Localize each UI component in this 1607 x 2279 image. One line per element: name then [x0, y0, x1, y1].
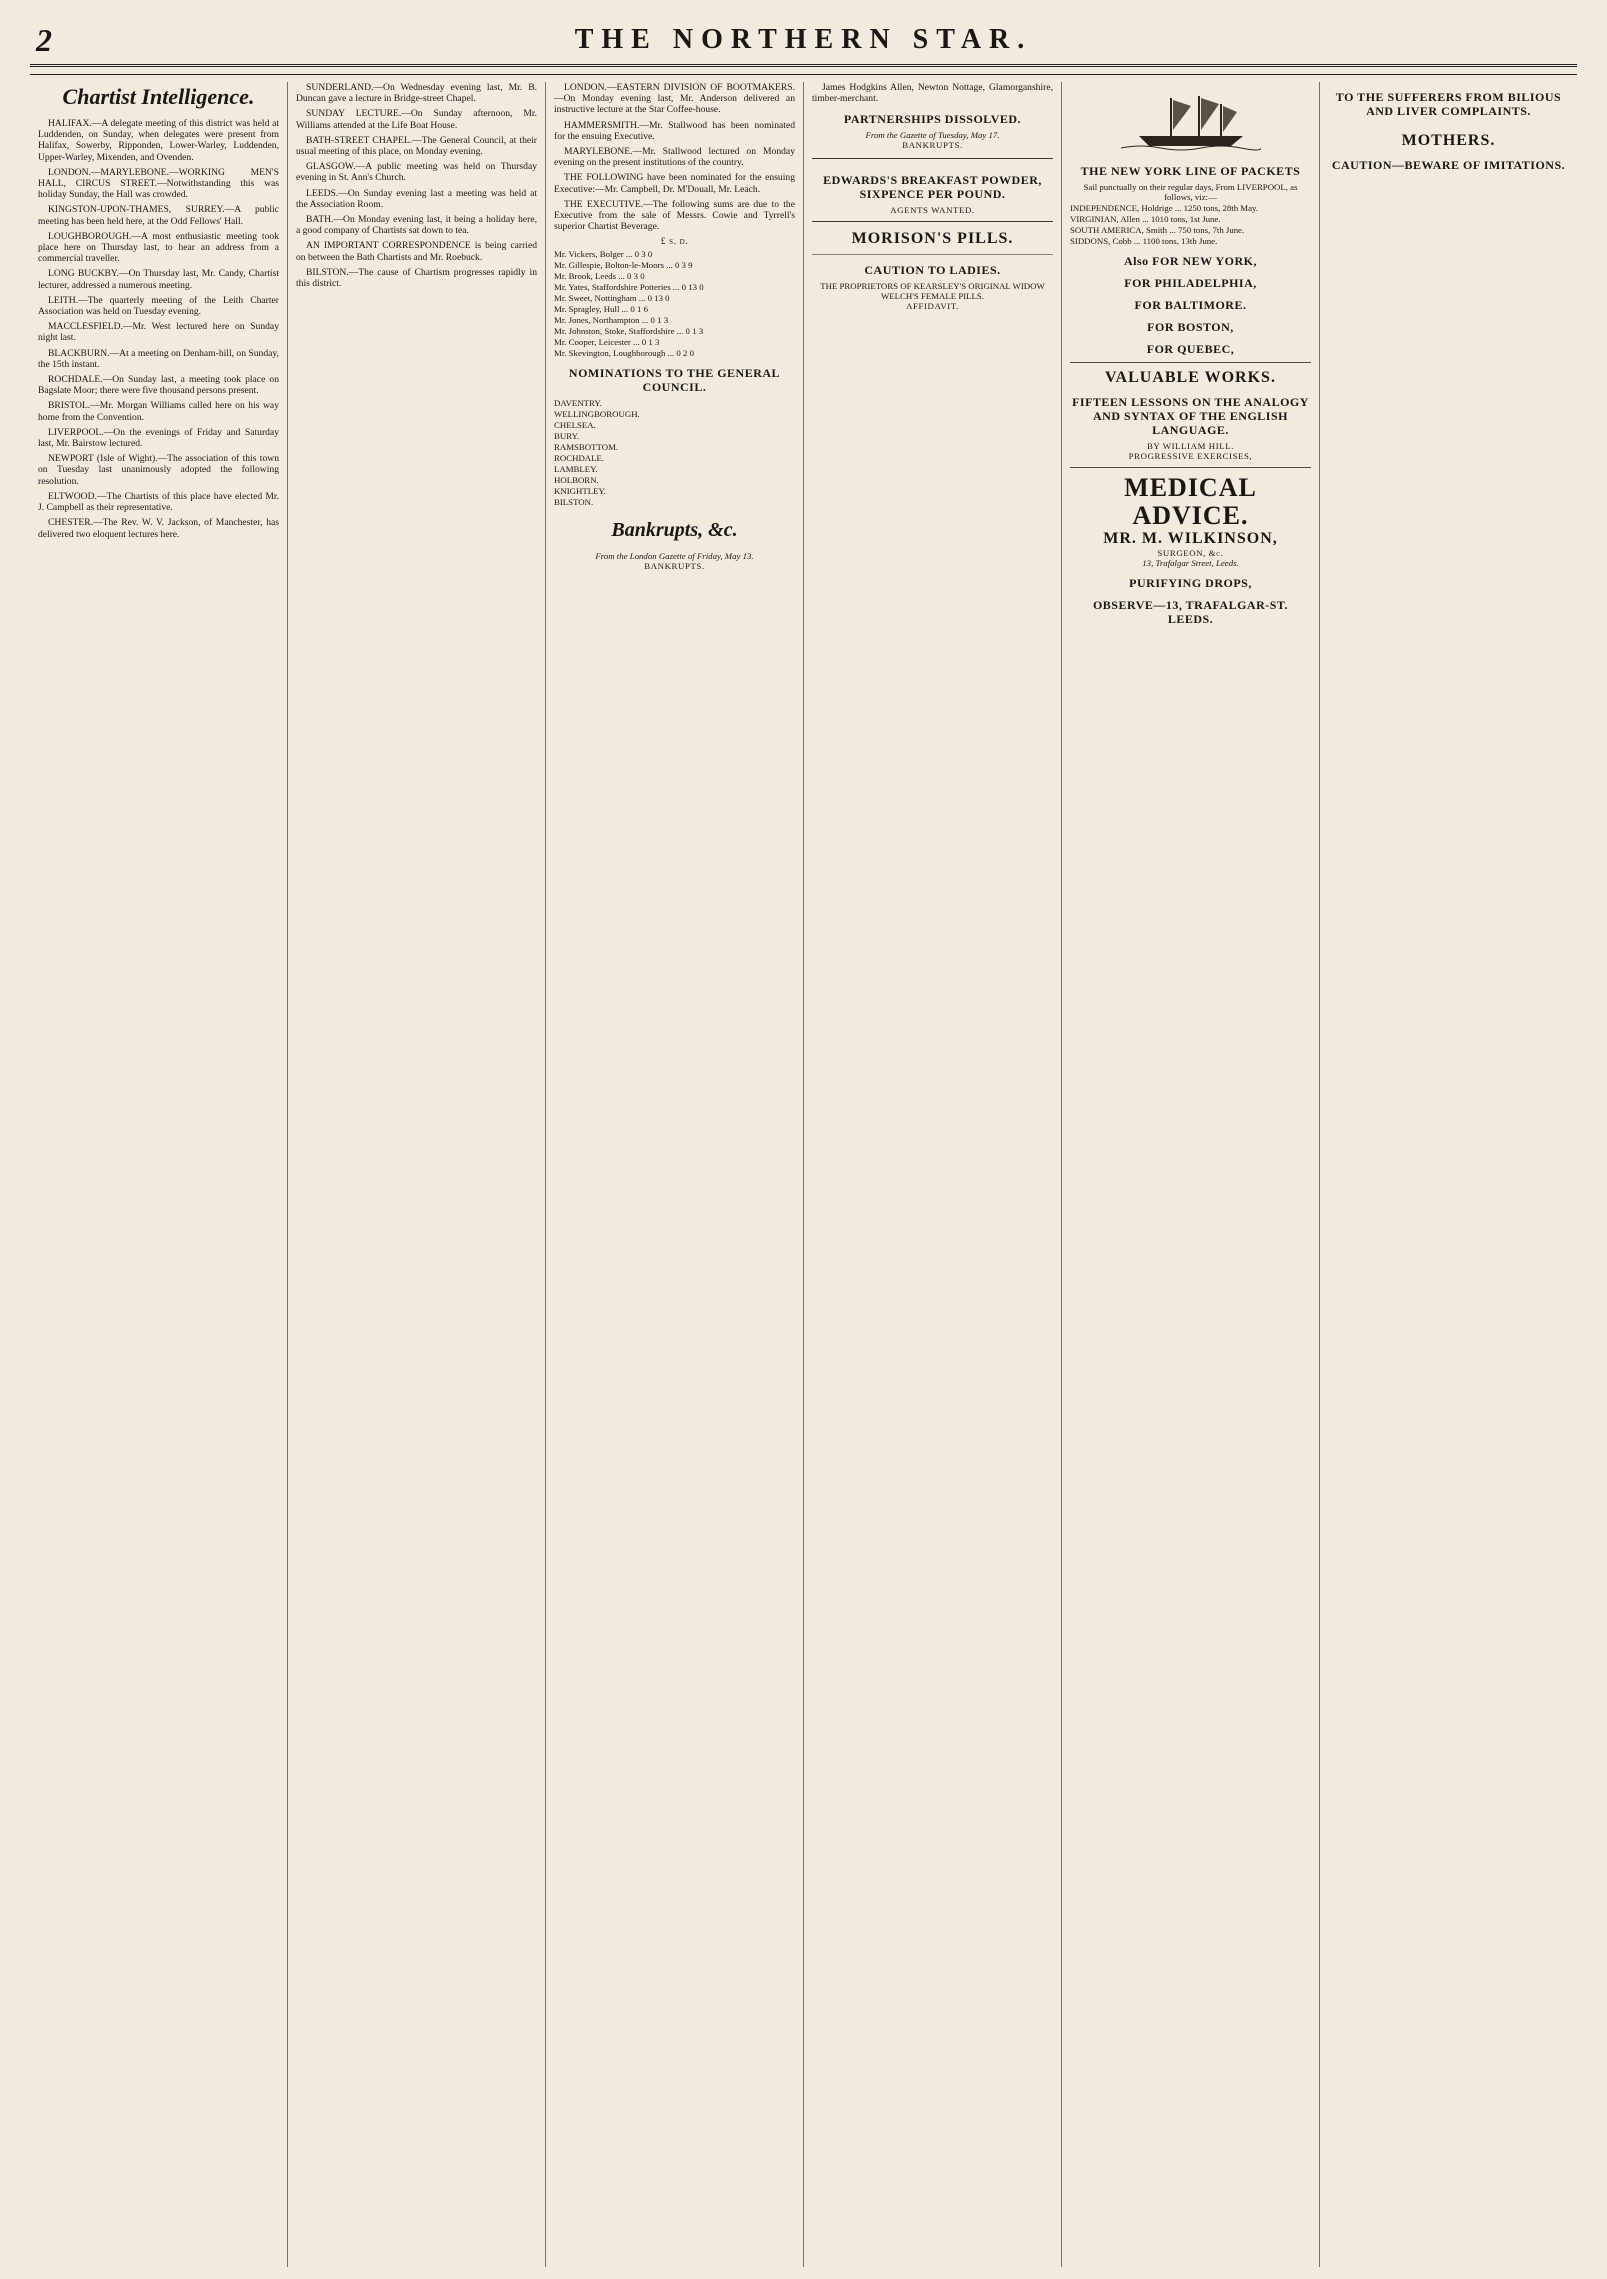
page-number: 2	[36, 22, 52, 58]
column-1-heading: Chartist Intelligence.	[62, 84, 255, 109]
top-rule	[30, 74, 1577, 75]
sum-row: Mr. Spragley, Hull ... 0 1 6	[554, 303, 648, 314]
fifteen-lessons-title: FIFTEEN LESSONS ON THE ANALOGY AND SYNTAX OF THE ENGLISH LANGUAGE.	[1072, 395, 1309, 437]
report-paragraph: THE EXECUTIVE.—The following sums are due to the Executive from the sale of Messrs. Cowie and Tyrrell's superior Chartist Beverage.	[554, 198, 795, 233]
report-paragraph: LIVERPOOL.—On the evenings of Friday and Saturday last, Mr. Bairstow lectured.	[38, 426, 279, 450]
baltimore-heading: FOR BALTIMORE.	[1134, 298, 1247, 312]
breakfast-heading: EDWARDS'S BREAKFAST POWDER, SIXPENCE PER POUND.	[823, 173, 1042, 202]
sum-row: Mr. Yates, Staffordshire Potteries ... 0 13 0	[554, 281, 704, 292]
report-paragraph: HAMMERSMITH.—Mr. Stallwood has been nominated for the ensuing Executive.	[554, 119, 795, 142]
report-paragraph: CHESTER.—The Rev. W. V. Jackson, of Manchester, has delivered two eloquent lectures here.	[38, 517, 279, 540]
caution-imitations: CAUTION—BEWARE OF IMITATIONS.	[1331, 158, 1566, 172]
observe-address: OBSERVE—13, TRAFALGAR-ST. LEEDS.	[1092, 598, 1289, 626]
bankrupts-label: BANKRUPTS.	[644, 560, 705, 571]
column-6	[1319, 82, 1577, 2267]
report-paragraph: SUNDERLAND.—On Wednesday evening last, Mr. B. Duncan gave a lecture in Bridge-street Chapel.	[296, 82, 537, 105]
boston-heading: FOR BOSTON,	[1147, 320, 1234, 334]
nomination-place: WELLINGBOROUGH.	[554, 408, 640, 419]
sums-list	[554, 249, 795, 358]
nomination-place: BILSTON.	[554, 496, 594, 507]
author-line: BY WILLIAM HILL.	[1146, 441, 1235, 451]
packets-list	[1070, 203, 1311, 246]
report-paragraph: MARYLEBONE.—Mr. Stallwood lectured on Monday evening on the present institutions of the country.	[554, 146, 795, 169]
nomination-place: RAMSBOTTOM.	[554, 441, 619, 452]
sum-row: Mr. Cooper, Leicester ... 0 1 3	[554, 336, 660, 347]
bilious-heading: TO THE SUFFERERS FROM BILIOUS AND LIVER COMPLAINTS.	[1335, 90, 1562, 118]
bankrupts-label-2: BANKRUPTS.	[902, 140, 963, 151]
partnerships-heading: PARTNERSHIPS DISSOLVED.	[843, 112, 1022, 127]
sum-row: Mr. Vickers, Bolger ... 0 3 0	[554, 248, 653, 259]
report-paragraph: BATH.—On Monday evening last, it being a holiday here, a good company of Chartists sat down to tea.	[296, 214, 537, 237]
report-paragraph: BRISTOL.—Mr. Morgan Williams called here on his way home from the Convention.	[38, 400, 279, 423]
valuable-works-heading: VALUABLE WORKS.	[1105, 369, 1276, 386]
report-paragraph: LEITH.—The quarterly meeting of the Leith Charter Association was held on Tuesday evening.	[38, 294, 279, 318]
report-paragraph: LEEDS.—On Sunday evening last a meeting was held at the Association Room.	[296, 187, 537, 210]
ship-heading: THE NEW YORK LINE OF PACKETS	[1080, 164, 1301, 178]
nominations-heading: NOMINATIONS TO THE GENERAL COUNCIL.	[568, 365, 781, 394]
columns	[30, 82, 1577, 2267]
report-paragraph: LOUGHBOROUGH.—A most enthusiastic meeting took place here on Thursday last, to hear an address from a commercial traveller.	[38, 230, 279, 265]
column-2	[287, 82, 545, 2267]
sum-row: Mr. Brook, Leeds ... 0 3 0	[554, 270, 645, 281]
sum-row: Mr. Sweet, Nottingham ... 0 13 0	[554, 292, 670, 303]
new-york-heading: Also FOR NEW YORK,	[1123, 254, 1257, 268]
column-1	[30, 82, 287, 2267]
report-paragraph: NEWPORT (Isle of Wight).—The association of this town on Tuesday last unanimously adopted the following resolution.	[38, 453, 279, 487]
packet-row: SOUTH AMERICA, Smith ... 750 tons, 7th June.	[1070, 225, 1245, 235]
newspaper-title: THE NORTHERN STAR.	[574, 24, 1033, 55]
packet-row: SIDDONS, Cobb ... 1100 tons, 13th June.	[1070, 236, 1218, 246]
ship-illustration	[1070, 86, 1311, 156]
report-paragraph: HALIFAX.—A delegate meeting of this district was held at Luddenden, on Sunday, when delegates were present from Halifax, Sowerby, Ripponden, Lower-Warley, Luddenden, Upper-Warley, Mixenden, and Ovenden.	[38, 118, 279, 163]
breakfast-powder-box	[812, 158, 1053, 222]
report-paragraph: THE FOLLOWING have been nominated for the ensuing Executive:—Mr. Campbell, Dr. M'Douall, Mr. Leach.	[554, 172, 795, 195]
ship-subheading: Sail punctually on their regular days, From LIVERPOOL, as follows, viz:—	[1083, 182, 1298, 202]
caution-heading: CAUTION TO LADIES.	[864, 263, 1001, 278]
report-paragraph: AN IMPORTANT CORRESPONDENCE is being carried on between the Bath Chartists and Mr. Roebuck.	[296, 240, 537, 263]
philadelphia-heading: FOR PHILADELPHIA,	[1124, 276, 1257, 290]
report-paragraph: GLASGOW.—A public meeting was held on Thursday evening in St. Ann's Church.	[296, 161, 537, 184]
nomination-place: CHELSEA.	[554, 419, 596, 430]
ship-icon	[1121, 88, 1261, 154]
bankrupts-gazette: From the London Gazette of Friday, May 13.	[595, 550, 754, 561]
agents-wanted: AGENTS WANTED.	[890, 205, 975, 216]
column-1-body	[38, 118, 279, 540]
sum-row: Mr. Johnston, Stoke, Staffordshire ... 0 1 3	[554, 325, 704, 336]
report-paragraph: MACCLESFIELD.—Mr. West lectured here on Sunday night last.	[38, 321, 279, 344]
progressive-exercises: PROGRESSIVE EXERCISES,	[1128, 451, 1253, 461]
report-paragraph: LONG BUCKBY.—On Thursday last, Mr. Candy, Chartist lecturer, addressed a numerous meeting.	[38, 268, 279, 291]
report-paragraph: BATH-STREET CHAPEL.—The General Council, at their usual meeting of this place, on Monday evening.	[296, 134, 537, 158]
surgeon-name: MR. M. WILKINSON,	[1103, 530, 1278, 547]
report-paragraph: LONDON.—EASTERN DIVISION OF BOOTMAKERS.—On Monday evening last, Mr. Anderson delivered an instructive lecture at the Star Coffee-house.	[554, 82, 795, 116]
quebec-heading: FOR QUEBEC,	[1146, 342, 1235, 356]
column-4-intro: James Hodgkins Allen, Newton Nottage, Glamorganshire, timber-merchant.	[812, 82, 1053, 105]
packet-row: VIRGINIAN, Allen ... 1010 tons, 1st June.	[1070, 214, 1221, 224]
nomination-place: KNIGHTLEY.	[554, 485, 606, 496]
purifying-drops-heading: PURIFYING DROPS,	[1129, 576, 1252, 590]
gazette-line: From the Gazette of Tuesday, May 17.	[865, 130, 1000, 141]
column-5-rule	[1070, 362, 1311, 363]
affidavit: AFFIDAVIT.	[906, 301, 959, 312]
masthead	[30, 18, 1577, 67]
morison-heading: MORISON'S PILLS.	[851, 230, 1014, 248]
report-paragraph: ELTWOOD.—The Chartists of this place have elected Mr. J. Campbell as their representative.	[38, 490, 279, 514]
caution-subheading: THE PROPRIETORS OF KEARSLEY'S ORIGINAL WIDOW WELCH'S FEMALE PILLS.	[820, 281, 1045, 302]
sums-heading: £ s. d.	[660, 236, 689, 248]
surgeon-title: SURGEON, &c.	[1157, 548, 1224, 558]
report-paragraph: LONDON.—MARYLEBONE.—WORKING MEN'S HALL, CIRCUS STREET.—Notwithstanding this was holiday Sunday, the Hall was crowded.	[38, 166, 279, 201]
bankrupts-heading: Bankrupts, &c.	[611, 518, 738, 541]
mothers-heading: MOTHERS.	[1401, 132, 1496, 149]
sum-row: Mr. Jones, Northampton ... 0 1 3	[554, 314, 669, 325]
nomination-place: ROCHDALE.	[554, 452, 605, 463]
medical-advice-heading: MEDICAL ADVICE.	[1124, 473, 1257, 530]
report-paragraph: BILSTON.—The cause of Chartism progresses rapidly in this district.	[296, 266, 537, 290]
surgeon-address: 13, Trafalgar Street, Leeds.	[1142, 558, 1239, 568]
report-paragraph: SUNDAY LECTURE.—On Sunday afternoon, Mr. Williams attended at the Life Boat House.	[296, 108, 537, 131]
column-4	[803, 82, 1061, 2267]
nomination-place: LAMBLEY.	[554, 463, 598, 474]
sum-row: Mr. Gillespie, Bolton-le-Moors ... 0 3 9	[554, 259, 693, 270]
packet-row: INDEPENDENCE, Holdrige ... 1250 tons, 28th May.	[1070, 203, 1259, 213]
nomination-place: DAVENTRY.	[554, 397, 602, 408]
report-paragraph: KINGSTON-UPON-THAMES, SURREY.—A public meeting has been held here, at the Odd Fellows' Hall.	[38, 204, 279, 227]
report-paragraph: BLACKBURN.—At a meeting on Denham-hill, on Sunday, the 15th instant.	[38, 347, 279, 370]
column-3	[545, 82, 803, 2267]
nomination-place: HOLBORN.	[554, 474, 599, 485]
column-3-intro	[554, 82, 795, 232]
medical-rule	[1070, 467, 1311, 468]
report-paragraph: ROCHDALE.—On Sunday last, a meeting took place on Bagslate Moor; there were five thousand persons present.	[38, 374, 279, 397]
nomination-place: BURY.	[554, 430, 580, 441]
morison-rule	[812, 254, 1053, 255]
column-5	[1061, 82, 1319, 2267]
column-2-body	[296, 82, 537, 289]
nominations-list	[554, 398, 795, 507]
sum-row: Mr. Skevington, Loughborough ... 0 2 0	[554, 347, 695, 358]
